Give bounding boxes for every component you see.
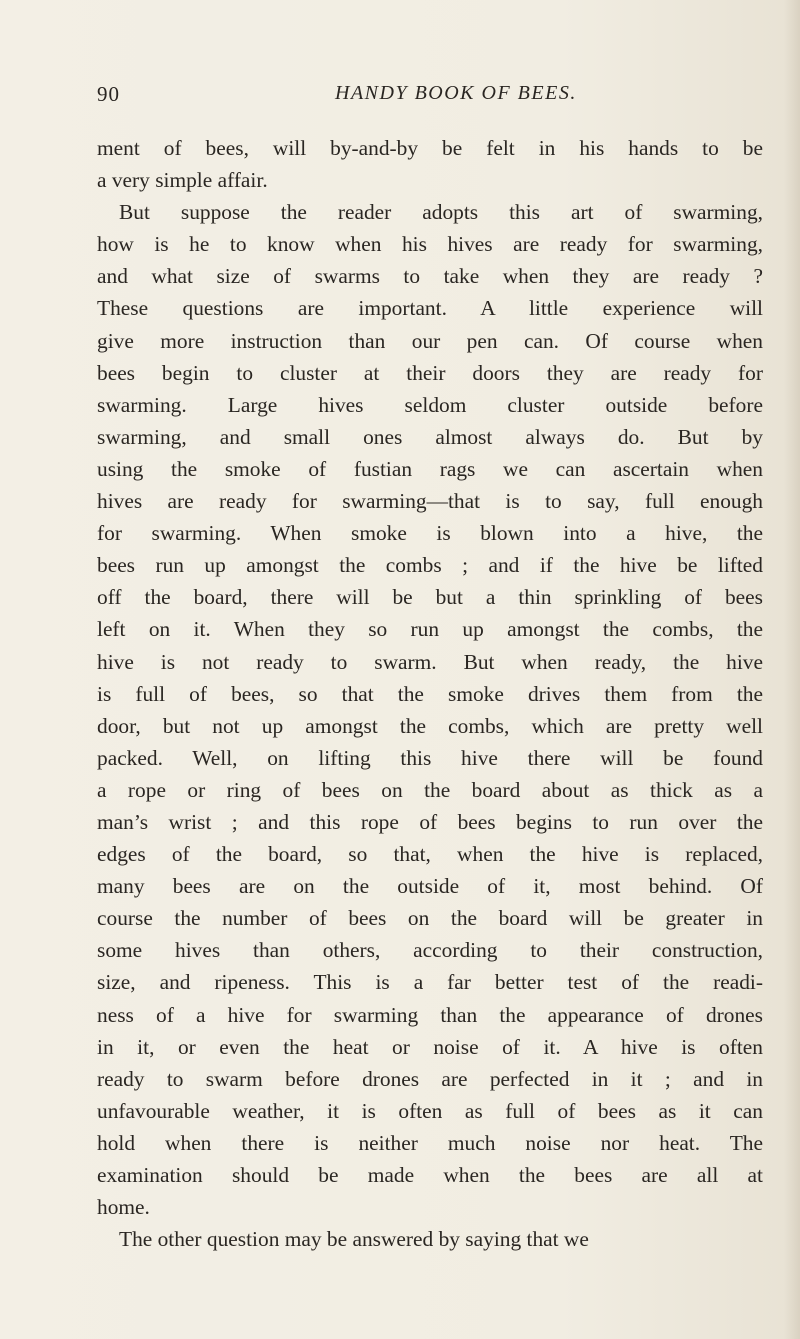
text-line: ment of bees, will by-and-by be felt in his hands to be: [97, 136, 763, 160]
text-line: ready to swarm before drones are perfected in it ; and in: [97, 1066, 763, 1091]
text-line: is full of bees, so that the smoke drives them from the: [97, 681, 763, 706]
body-text: [97, 132, 763, 1255]
text-line: packed. Well, on lifting this hive there will be found: [97, 745, 763, 770]
text-line: for swarming. When smoke is blown into a hive, the: [97, 521, 763, 546]
text-line: size, and ripeness. This is a far better test of the readi-: [97, 970, 763, 995]
text-line: ness of a hive for swarming than the appearance of drones: [97, 1002, 763, 1027]
text-line: many bees are on the outside of it, most behind. Of: [97, 874, 763, 899]
text-line: hives are ready for swarming—that is to say, full enough: [97, 489, 763, 514]
text-line: swarming, and small ones almost always do. But by: [97, 424, 763, 449]
text-line: left on it. When they so run up amongst the combs, the: [97, 617, 763, 642]
text-line: bees run up amongst the combs ; and if the hive be lifted: [97, 553, 763, 578]
text-line: door, but not up amongst the combs, which are pretty well: [97, 713, 763, 738]
text-line: and what size of swarms to take when they are ready ?: [97, 264, 763, 289]
text-line: examination should be made when the bees are all at: [97, 1163, 763, 1187]
text-line: The other question may be answered by saying that we: [119, 1227, 589, 1252]
running-title: HANDY BOOK OF BEES.: [335, 82, 577, 104]
text-line: some hives than others, according to their construction,: [97, 938, 763, 963]
text-line: a very simple affair.: [97, 168, 268, 193]
text-line: bees begin to cluster at their doors they are ready for: [97, 360, 763, 385]
page-number: 90: [97, 82, 120, 106]
text-line: course the number of bees on the board will be greater in: [97, 906, 763, 931]
text-line: using the smoke of fustian rags we can ascertain when: [97, 456, 763, 481]
text-line: These questions are important. A little experience will: [97, 296, 763, 321]
text-line: off the board, there will be but a thin sprinkling of bees: [97, 585, 763, 610]
text-line: home.: [97, 1195, 150, 1220]
text-line: man’s wrist ; and this rope of bees begins to run over the: [97, 809, 763, 834]
text-line: a rope or ring of bees on the board about as thick as a: [97, 777, 763, 802]
text-line: unfavourable weather, it is often as full of bees as it can: [97, 1098, 763, 1123]
text-line: in it, or even the heat or noise of it. A hive is often: [97, 1034, 763, 1059]
text-line: how is he to know when his hives are ready for swarming,: [97, 232, 763, 257]
page-edge-shadow: [784, 0, 800, 1339]
page-header: [0, 82, 800, 108]
text-line: hive is not ready to swarm. But when ready, the hive: [97, 649, 763, 674]
text-line: But suppose the reader adopts this art of swarming,: [119, 200, 763, 225]
text-line: swarming. Large hives seldom cluster outside before: [97, 392, 763, 417]
text-line: edges of the board, so that, when the hive is replaced,: [97, 842, 763, 867]
text-line: give more instruction than our pen can. Of course when: [97, 328, 763, 353]
text-line: hold when there is neither much noise nor heat. The: [97, 1130, 763, 1155]
